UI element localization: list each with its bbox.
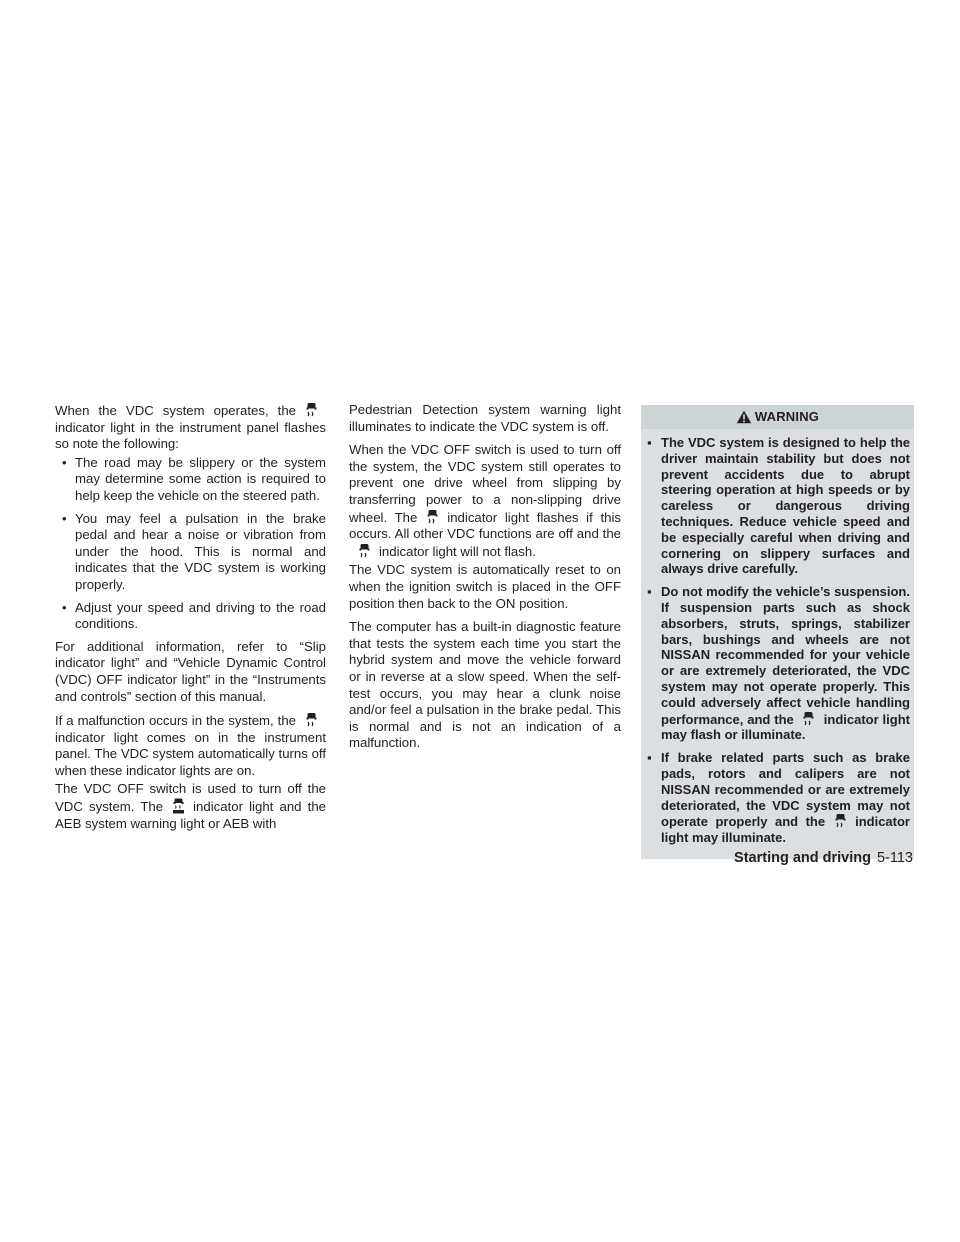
warning-title: WARNING	[754, 408, 820, 424]
warning-box	[641, 405, 914, 859]
vdc-notes-list	[55, 455, 326, 633]
list-item: • The road may be slippery or the system may determine some action is required to help keep the vehicle on the steered path.	[55, 455, 326, 505]
warning-item: ▪ If brake related parts such as brake pads, rotors and calipers are not NISSAN recommended or are extremely deteriorated, the VDC system may not operate properly and the indicator light may illuminate.	[645, 750, 910, 846]
slip-indicator-icon	[794, 711, 824, 727]
paragraph-malfunction: If a malfunction occurs in the system, the indicator light comes on in the instrument panel. The VDC system automatically turns off when these indicator lights are on.	[55, 713, 326, 778]
slip-indicator-icon	[296, 402, 326, 418]
paragraph-vdc-operates: When the VDC system operates, the indicator light in the instrument panel flashes so note the following:	[55, 403, 326, 452]
slip-indicator-icon	[825, 813, 855, 829]
page-number: 5-113	[876, 850, 913, 866]
paragraph-self-diagnostic: The computer has a built-in diagnostic feature that tests the system each time you start the hybrid system and move the vehicle forward or in reverse at a slow speed. When the self-test occurs, you may hear a clunk noise and/or feel a pulsation in the brake pedal. This is normal and is not an indication of a malfunction.	[349, 619, 621, 751]
warning-panel	[641, 405, 914, 859]
paragraph-auto-reset: The VDC system is automatically reset to on when the ignition switch is placed in the OFF position then back to the ON position.	[349, 562, 621, 611]
warning-header	[641, 405, 914, 429]
warning-item: ▪ The VDC system is designed to help the driver maintain stability but does not prevent accidents due to abrupt steering operation at high speeds or by careless or dangerous driving techniques. Reduce vehicle speed and be especially careful when driving and cornering on slippery surfaces and always drive carefully.	[645, 435, 910, 577]
paragraph-vdc-off-operation: When the VDC OFF switch is used to turn off the system, the VDC system still operates to prevent one drive wheel from slipping by transferring power to a non-slipping drive wheel. The indicator light flashes if this occurs. All other VDC functions are off and the indicator light will not flash.	[349, 442, 621, 559]
paragraph-additional-info: For additional information, refer to “Slip indicator light” and “Vehicle Dynamic Control (VDC) OFF indicator light” in the “Instruments and controls” section of this manual.	[55, 638, 326, 704]
slip-indicator-icon	[296, 712, 326, 728]
column-left	[55, 402, 326, 839]
paragraph-vdc-off-switch: The VDC OFF switch is used to turn off the VDC system. The indicator light and the AEB system warning light or AEB with	[55, 781, 326, 831]
slip-indicator-icon	[349, 543, 379, 559]
column-middle	[349, 402, 621, 759]
list-item: • Adjust your speed and driving to the road conditions.	[55, 600, 326, 633]
warning-list	[641, 429, 914, 846]
page-footer	[734, 850, 913, 866]
slip-indicator-icon	[417, 509, 447, 525]
warning-triangle-icon	[736, 410, 752, 424]
list-item: • You may feel a pulsation in the brake pedal and hear a noise or vibration from under the hood. This is normal and indicates that the VDC system is working properly.	[55, 511, 326, 594]
warning-item: ▪ Do not modify the vehicle’s suspension. If suspension parts such as shock absorbers, struts, springs, stabilizer bars, bushings and wheels are not NISSAN recommended for your vehicle or are extremely deteriorated, the VDC system may not operate properly. This could adversely affect vehicle handling performance, and the indicator light may flash or illuminate.	[645, 584, 910, 743]
paragraph-pedestrian-detection: Pedestrian Detection system warning light illuminates to indicate the VDC system is off.	[349, 402, 621, 434]
vdc-off-indicator-icon	[163, 798, 193, 814]
section-title: Starting and driving	[734, 850, 871, 866]
